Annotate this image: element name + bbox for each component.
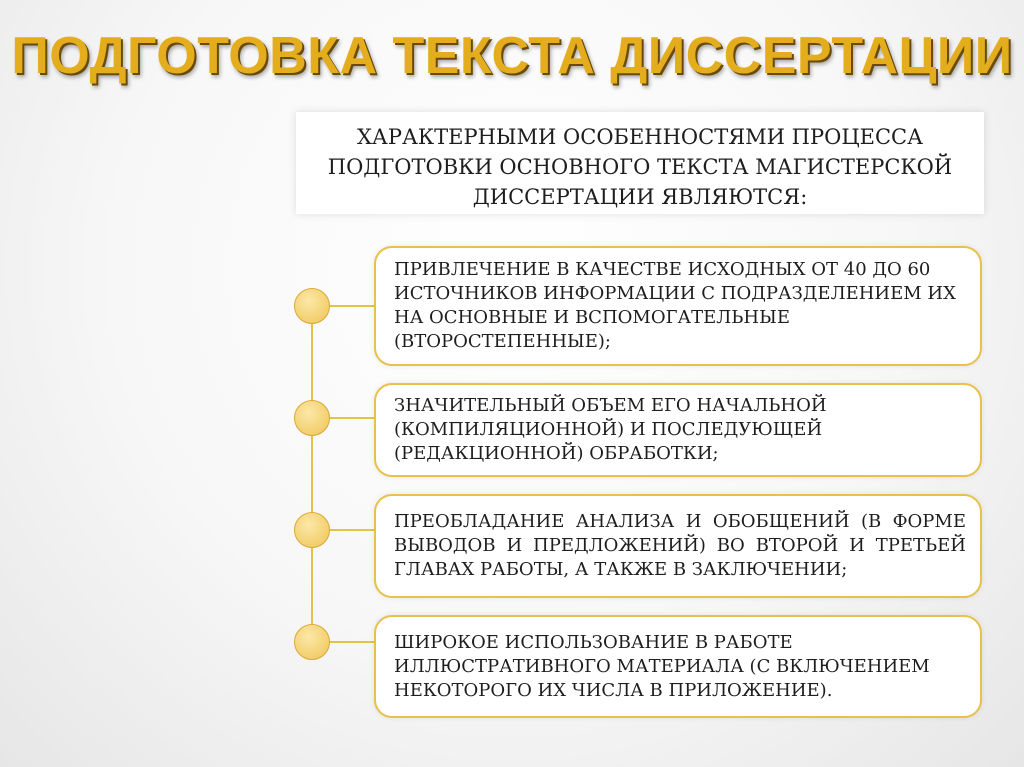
item-text-1: ПРИВЛЕЧЕНИЕ В КАЧЕСТВЕ ИСХОДНЫХ ОТ 40 ДО 60 ИСТОЧНИКОВ ИНФОРМАЦИИ С ПОДРАЗДЕЛЕНИЕМ ИХ НА ОСНОВНЫЕ И ВСПОМОГАТЕЛЬНЫЕ (ВТОРОСТЕПЕННЫЕ); [394, 259, 956, 352]
bullet-circle-2 [294, 400, 330, 436]
bullet-circle-1 [294, 288, 330, 324]
item-box-3 [374, 494, 982, 598]
bullet-circle-4 [294, 624, 330, 660]
item-text-2: ЗНАЧИТЕЛЬНЫЙ ОБЪЕМ ЕГО НАЧАЛЬНОЙ (КОМПИЛЯЦИОННОЙ) И ПОСЛЕДУЮЩЕЙ (РЕДАКЦИОННОЙ) ОБРАБОТКИ; [394, 395, 827, 464]
item-box-4 [374, 615, 982, 718]
item-text-4: ШИРОКОЕ ИСПОЛЬЗОВАНИЕ В РАБОТЕ ИЛЛЮСТРАТИВНОГО МАТЕРИАЛА (С ВКЛЮЧЕНИЕМ НЕКОТОРОГО ИХ ЧИСЛА В ПРИЛОЖЕНИЕ). [394, 631, 930, 701]
item-box-1 [374, 246, 982, 366]
item-box-2 [374, 383, 982, 477]
item-text-3: ПРЕОБЛАДАНИЕ АНАЛИЗА И ОБОБЩЕНИЙ (В ФОРМЕ ВЫВОДОВ И ПРЕДЛОЖЕНИЙ) ВО ВТОРОЙ И ТРЕТЬЕЙ ГЛАВАХ РАБОТЫ, А ТАКЖЕ В ЗАКЛЮЧЕНИИ; [394, 511, 966, 580]
intro-text: ХАРАКТЕРНЫМИ ОСОБЕННОСТЯМИ ПРОЦЕССА ПОДГОТОВКИ ОСНОВНОГО ТЕКСТА МАГИСТЕРСКОЙ ДИССЕРТАЦИИ ЯВЛЯЮТСЯ: [327, 125, 953, 209]
slide-title: ПОДГОТОВКА ТЕКСТА ДИССЕРТАЦИИ [11, 27, 1013, 85]
bullet-circle-3 [294, 512, 330, 548]
